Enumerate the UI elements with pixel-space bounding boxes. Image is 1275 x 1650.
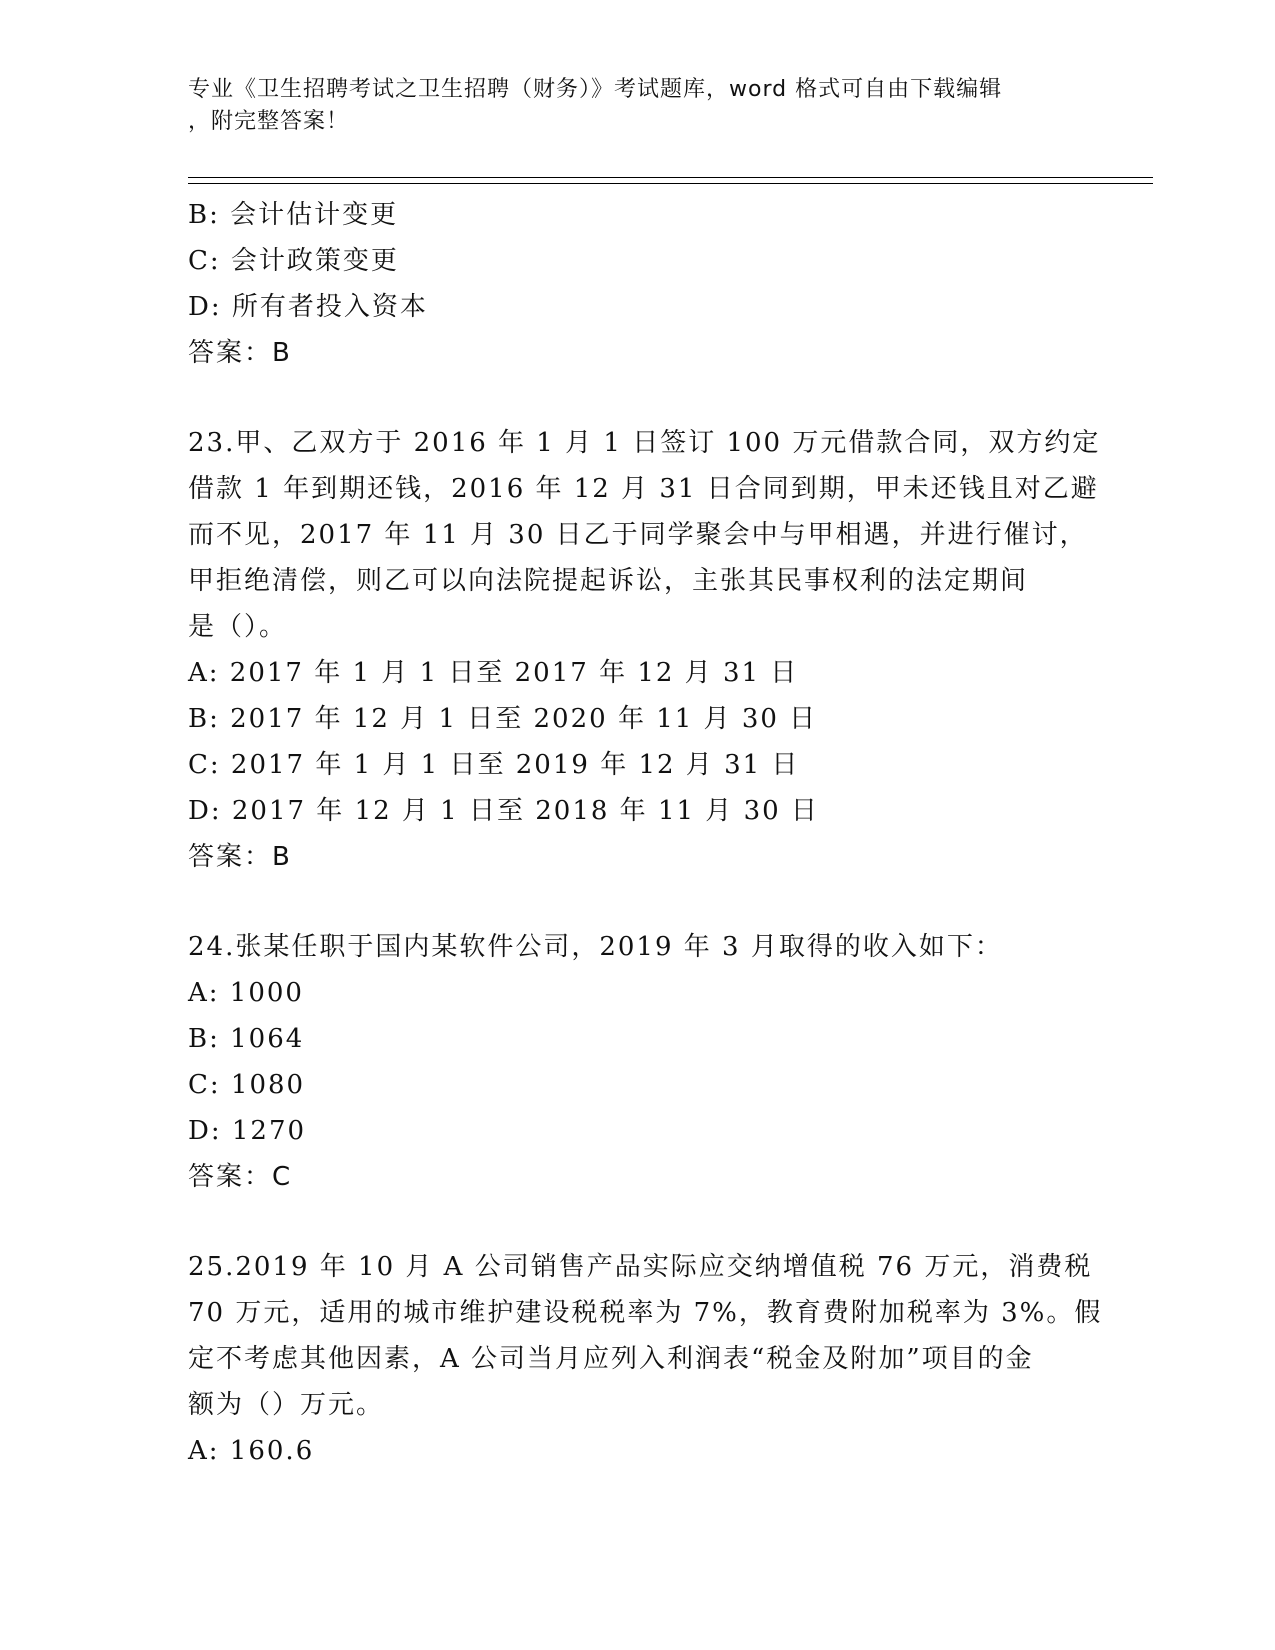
spacer (188, 880, 1088, 924)
question-22 (188, 192, 1088, 376)
question-23 (188, 420, 1101, 880)
question-stem-line: 24.张某任职于国内某软件公司，2019 年 3 月取得的收入如下： (188, 932, 1003, 962)
option-d: D: 所有者投入资本 (188, 292, 428, 322)
question-stem-line: 甲拒绝清偿，则乙可以向法院提起诉讼，主张其民事权利的法定期间 (188, 566, 1029, 596)
question-content (188, 192, 1103, 1474)
spacer (188, 376, 1088, 420)
spacer (188, 1200, 1088, 1244)
option-b: B: 2017 年 12 月 1 日至 2020 年 11 月 30 日 (188, 704, 818, 734)
question-stem-line: 25.2019 年 10 月 A 公司销售产品实际应交纳增值税 76 万元，消费税 (188, 1252, 1093, 1282)
question-stem-line: 23.甲、乙双方于 2016 年 1 月 1 日签订 100 万元借款合同，双方约定 (188, 428, 1101, 458)
document-header (188, 74, 1088, 138)
question-stem-line: 额为（）万元。 (188, 1390, 385, 1420)
option-c: C: 会计政策变更 (188, 246, 399, 276)
option-d: D: 2017 年 12 月 1 日至 2018 年 11 月 30 日 (188, 796, 819, 826)
header-rule-bottom (188, 183, 1153, 184)
header-line-1: 专业《卫生招聘考试之卫生招聘（财务）》考试题库，word 格式可自由下载编辑 (188, 77, 1003, 102)
answer-line: 答案：B (188, 338, 292, 368)
question-25 (188, 1244, 1103, 1474)
header-rule-top (188, 177, 1153, 178)
question-24 (188, 924, 1088, 1200)
header-line-2: ，附完整答案！ (188, 109, 350, 134)
option-a: A: 2017 年 1 月 1 日至 2017 年 12 月 31 日 (188, 658, 799, 688)
option-c: C: 2017 年 1 月 1 日至 2019 年 12 月 31 日 (188, 750, 800, 780)
option-a: A: 160.6 (188, 1436, 315, 1466)
answer-line: 答案：C (188, 1162, 293, 1192)
question-stem-line: 是（）。 (188, 612, 288, 642)
answer-line: 答案：B (188, 842, 292, 872)
question-stem-line: 借款 1 年到期还钱，2016 年 12 月 31 日合同到期，甲未还钱且对乙避 (188, 474, 1099, 504)
question-stem-line: 70 万元，适用的城市维护建设税税率为 7%，教育费附加税率为 3%。假 (188, 1298, 1103, 1328)
option-c: C: 1080 (188, 1070, 306, 1100)
option-b: B: 会计估计变更 (188, 200, 399, 230)
option-d: D: 1270 (188, 1116, 307, 1146)
question-stem-line: 而不见，2017 年 11 月 30 日乙于同学聚会中与甲相遇，并进行催讨， (188, 520, 1088, 550)
question-stem-line: 定不考虑其他因素，A 公司当月应列入利润表“税金及附加”项目的金 (188, 1344, 1034, 1374)
option-b: B: 1064 (188, 1024, 305, 1054)
option-a: A: 1000 (188, 978, 304, 1008)
